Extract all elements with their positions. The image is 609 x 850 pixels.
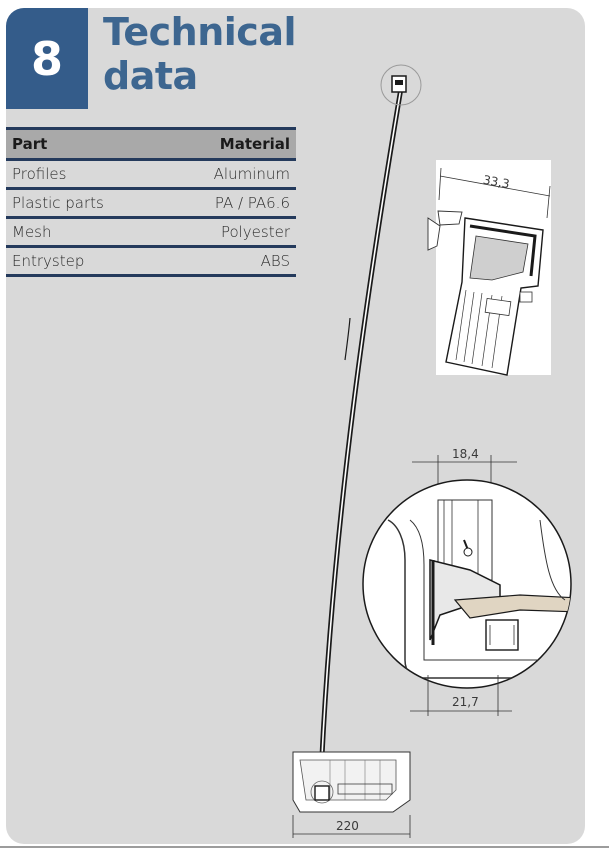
material-cell: Polyester xyxy=(163,218,296,247)
part-cell: Entrystep xyxy=(6,247,163,276)
top-profile-detail xyxy=(428,160,551,375)
title-line-2: data xyxy=(103,54,198,98)
curved-profile xyxy=(320,88,401,800)
part-cell: Mesh xyxy=(6,218,163,247)
dimension-base-width: 220 xyxy=(336,819,359,833)
chapter-number: 8 xyxy=(30,31,63,86)
entry-step-base xyxy=(293,752,410,812)
part-cell: Profiles xyxy=(6,160,163,189)
section-detail xyxy=(363,480,600,688)
dimension-top-width: 33,3 xyxy=(481,172,511,192)
material-cell: Aluminum xyxy=(163,160,296,189)
column-header-material: Material xyxy=(163,129,296,160)
column-header-part: Part xyxy=(6,129,163,160)
dimension-detail-width: 21,7 xyxy=(452,695,479,709)
dimension-mid-width: 18,4 xyxy=(452,447,479,461)
part-cell: Plastic parts xyxy=(6,189,163,218)
material-cell: ABS xyxy=(163,247,296,276)
title-line-1: Technical xyxy=(103,10,296,54)
material-cell: PA / PA6.6 xyxy=(163,189,296,218)
